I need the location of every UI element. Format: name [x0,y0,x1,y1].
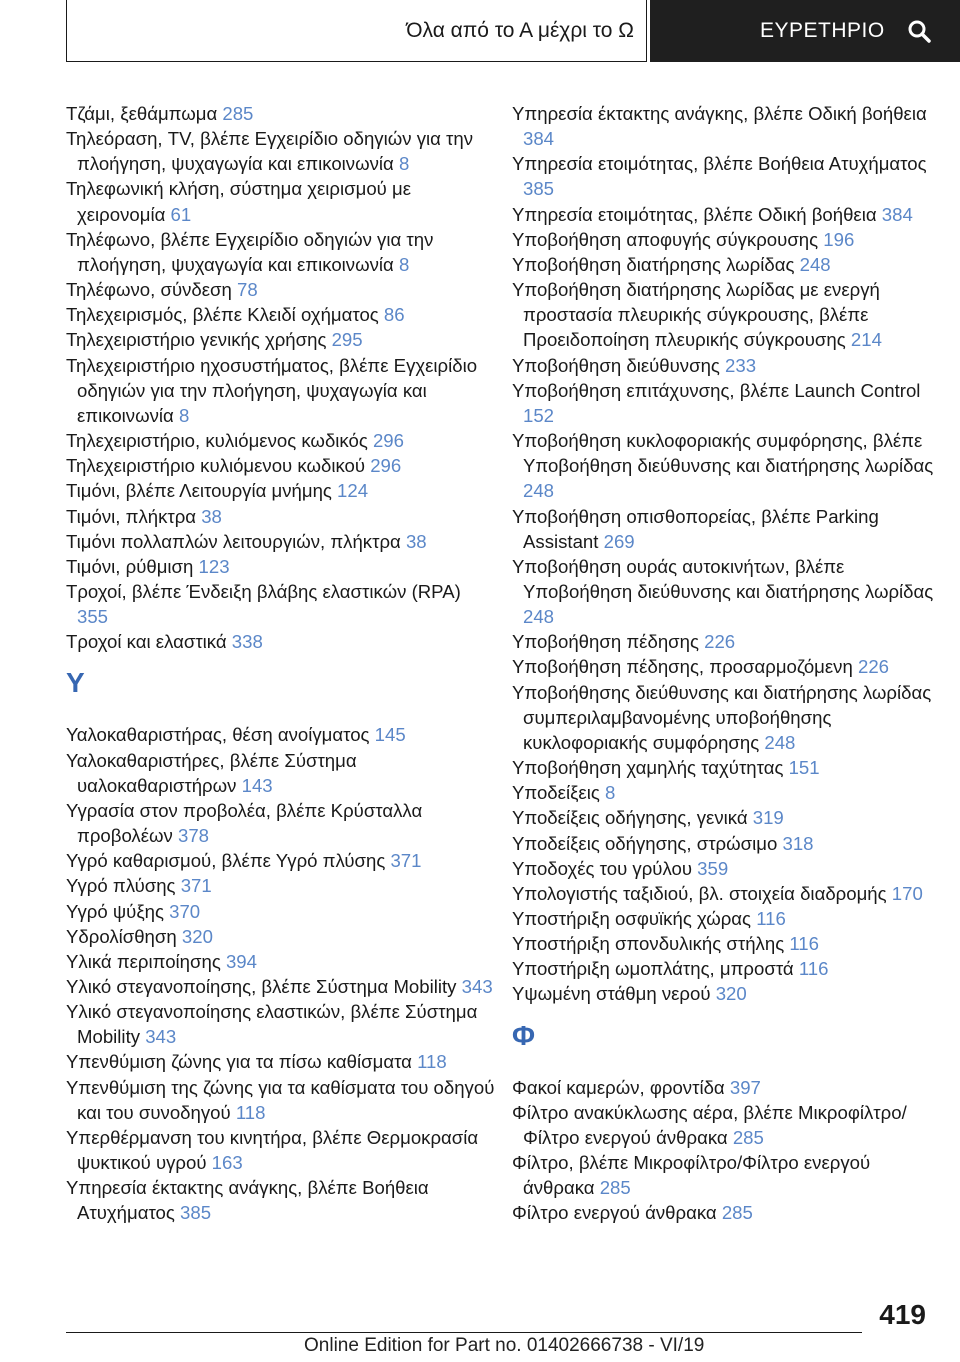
page-reference-link[interactable]: 123 [198,555,230,577]
index-entry [66,748,496,798]
page-reference-link[interactable]: 152 [523,404,555,426]
index-entry [512,1150,942,1200]
index-entry-text: Τηλεόραση, TV, βλέπε Εγχειρίδιο οδηγιών για την πλοήγηση, ψυχαγωγία και επικοινωνία [66,128,474,175]
page-number: 419 [879,1299,926,1330]
index-entry [66,722,496,747]
index-entry [66,1175,496,1225]
page-reference-link[interactable]: 385 [523,178,555,200]
page-reference-link[interactable]: 320 [181,925,213,947]
index-entry-text: Υπηρεσία έκτακτης ανάγκης, βλέπε Βοήθεια Ατυχήματος [66,1177,429,1224]
index-entry [512,1200,942,1225]
index-entry-text: Τζάμι, ξεθάμπωμα [66,103,223,124]
index-entry [512,428,942,503]
page-reference-link[interactable]: 338 [231,631,263,653]
page-reference-link[interactable]: 8 [178,404,190,426]
index-entry [66,101,496,126]
index-entry [66,327,496,352]
page-reference-link[interactable]: 116 [756,908,786,929]
page-reference-link[interactable]: 296 [370,455,402,477]
index-entry [512,1100,942,1150]
index-entry-text: Υγρό πλύσης [66,875,181,897]
index-entry [66,227,496,277]
index-entry [66,798,496,848]
index-entry-text: Υποβοήθηση χαμηλής ταχύτητας [512,757,789,779]
page-reference-link[interactable]: 371 [180,875,212,897]
page-reference-link[interactable]: 319 [752,807,784,829]
index-entry-text: Τηλέφωνο, σύνδεση [66,279,238,301]
index-column-left [66,101,496,1226]
page-reference-link[interactable]: 384 [523,128,555,150]
page-reference-link[interactable]: 269 [603,530,635,552]
index-entry [512,931,942,956]
page-reference-link[interactable]: 8 [604,782,616,804]
page-reference-link[interactable]: 343 [145,1026,177,1048]
index-entry [512,629,942,654]
index-entry [66,974,496,999]
index-entry-text: Υποβοήθηση επιτάχυνσης, βλέπε Launch Control [512,379,921,401]
page-reference-link[interactable]: 378 [178,825,210,847]
index-entry [66,629,496,654]
index-entry [512,1075,942,1100]
index-entry [512,227,942,252]
index-entry-text: Υπηρεσία έκτακτης ανάγκης, βλέπε Οδική βοήθεια [512,103,927,124]
index-entry-text: Φακοί καμερών, φροντίδα [512,1076,730,1098]
page-reference-link[interactable]: 226 [704,631,736,653]
index-entry [66,899,496,924]
index-entry-text: Υψωμένη στάθμη νερού [512,983,716,1005]
index-entry-text: Υαλοκαθαριστήρας, θέση ανοίγματος [66,724,375,746]
page-reference-link[interactable]: 384 [881,203,913,225]
index-entry-text: Υποβοήθηση πέδησης, προσαρμοζόμενη [512,656,858,678]
page-reference-link[interactable]: 118 [417,1051,447,1073]
index-entry-text: Υποστήριξη ωμοπλάτης, μπροστά [512,958,799,980]
index-entry [66,1049,496,1074]
page-reference-link[interactable]: 248 [523,606,555,628]
index-entry-text: Τιμόνι, ρύθμιση [66,555,199,577]
index-entry-text: Τηλεχειρισμός, βλέπε Κλειδί οχήματος [66,304,384,326]
index-entry [66,453,496,478]
page-reference-link[interactable]: 295 [331,329,363,351]
footer-edition: Online Edition for Part no. 01402666738 - VI/19 [304,1335,705,1356]
index-entry [66,353,496,428]
index-entry [66,126,496,176]
index-entry-text: Υπερθέρμανση του κινητήρα, βλέπε Θερμοκρασία ψυκτικού υγρού [66,1126,479,1174]
page-reference-link[interactable]: 343 [461,976,493,997]
index-tab[interactable] [650,0,960,62]
index-entry [512,202,942,227]
page-reference-link[interactable]: 163 [211,1152,243,1174]
page-reference-link[interactable]: 359 [697,857,729,879]
index-entry-text: Υποβοήθηση διατήρησης λωρίδας [512,253,800,275]
index-entry-text: Υγρασία στον προβολέα, βλέπε Κρύσταλλα προβολέων [66,799,423,847]
page-reference-link[interactable]: 61 [170,203,192,225]
index-entry-text: Υποβοήθηση πέδησης [512,631,705,653]
index-entry-text: Φίλτρο ανακύκλωσης αέρα, βλέπε Μικροφίλτρο/Φίλτρο ενεργού άνθρακα [512,1101,907,1148]
index-entry-text: Τηλεφωνική κλήση, σύστημα χειρισμού με χειρονομία [66,178,412,225]
page-reference-link[interactable]: 385 [180,1202,212,1224]
page-reference-link[interactable]: 371 [390,850,422,872]
index-entry [66,302,496,327]
index-entry [66,529,496,554]
page-reference-link[interactable]: 151 [788,757,820,779]
index-entry [66,478,496,503]
index-entry-text: Υποβοήθηση ουράς αυτοκινήτων, βλέπε Υποβοήθηση διεύθυνσης και διατήρησης λωρίδας [512,555,934,602]
index-entry-text: Τηλεχειριστήριο γενικής χρήσης [66,329,332,351]
index-entry [512,755,942,780]
section-letter: Υ [66,667,85,699]
index-entry-text: Υποστήριξη οσφυϊκής χώρας [512,908,757,929]
footer-divider [66,1332,862,1333]
index-entry [512,680,942,755]
index-entry [512,378,942,428]
index-entry [66,176,496,226]
index-entry-text: Υποβοήθηση κυκλοφοριακής συμφόρησης, βλέπε Υποβοήθηση διεύθυνσης και διατήρησης λωρίδας [512,430,934,477]
index-entry-text: Υπηρεσία ετοιμότητας, βλέπε Βοήθεια Ατυχήματος [512,153,927,175]
page-reference-link[interactable]: 285 [732,1126,764,1148]
index-entry-text: Υπενθύμιση της ζώνης για τα καθίσματα του οδηγού και του συνοδηγού [66,1076,495,1123]
page-reference-link[interactable]: 8 [398,153,410,175]
index-entry-text: Τηλέφωνο, βλέπε Εγχειρίδιο οδηγιών για την πλοήγηση, ψυχαγωγία και επικοινωνία [66,228,434,275]
index-entry-text: Υποδείξεις [512,782,605,804]
section-letter: Φ [512,1019,535,1051]
index-entry-text: Φίλτρο, βλέπε Μικροφίλτρο/Φίλτρο ενεργού άνθρακα [512,1152,871,1199]
index-entry-text: Υποδοχές του γρύλου [512,857,698,879]
index-entry [66,277,496,302]
index-entry [512,277,942,352]
index-entry [512,504,942,554]
page-reference-link[interactable]: 116 [789,933,819,955]
index-entry-text: Τηλεχειριστήριο, κυλιόμενος κωδικός [66,430,373,452]
index-entry-text: Υποστήριξη σπονδυλικής στήλης [512,933,790,955]
index-entry [512,805,942,830]
page-reference-link[interactable]: 145 [374,724,406,746]
index-entry-text: Υαλοκαθαριστήρες, βλέπε Σύστημα υαλοκαθαριστήρων [66,749,357,796]
index-entry [512,981,942,1006]
page-reference-link[interactable]: 318 [782,832,814,854]
page-reference-link[interactable]: 214 [850,329,882,351]
index-entry-text: Τιμόνι, πλήκτρα [66,505,202,527]
index-entry-text: Υγρό καθαρισμού, βλέπε Υγρό πλύσης [66,850,391,872]
page-header [0,0,960,64]
section-tab[interactable] [66,0,647,62]
index-entry [66,924,496,949]
index-entry [66,949,496,974]
index-tab-label: ΕΥΡΕΤΗΡΙΟ [760,19,885,42]
index-entry [512,906,942,931]
page-reference-link[interactable]: 226 [857,656,890,678]
index-entry [66,1075,496,1125]
index-entry-text: Τροχοί, βλέπε Ένδειξη βλάβης ελαστικών (RPA) [66,580,461,602]
index-entry-text: Υποβοήθηση διατήρησης λωρίδας με ενεργή προστασία πλευρικής σύγκρουσης, βλέπε Προειδοποίηση πλευρικής σύγκρουσης [512,279,880,351]
page-reference-link[interactable]: 285 [222,103,254,124]
page-reference-link[interactable]: 78 [237,279,258,301]
index-entry-text: Υπολογιστής ταξιδιού, βλ. στοιχεία διαδρομής [512,882,892,904]
index-entry [66,873,496,898]
page-reference-link[interactable]: 248 [523,480,555,502]
index-entry-text: Φίλτρο ενεργού άνθρακα [512,1202,722,1224]
page-reference-link[interactable]: 285 [599,1177,631,1199]
page-reference-link[interactable]: 355 [77,606,109,628]
index-entry-text: Υλικό στεγανοποίησης, βλέπε Σύστημα Mobility [66,976,462,997]
index-column-right [512,101,942,1226]
index-entry-text: Υποβοήθηση αποφυγής σύγκρουσης [512,228,824,250]
index-entry-text: Υποβοήθηση διεύθυνσης [512,354,726,376]
page-reference-link[interactable]: 370 [169,900,201,922]
index-entry-text: Τροχοί και ελαστικά [66,631,232,653]
index-entry [512,956,942,981]
page-reference-link[interactable]: 143 [241,774,273,796]
page-reference-link[interactable]: 196 [823,228,855,250]
index-entry [66,848,496,873]
index-entry-text: Υποβοήθηση οπισθοπορείας, βλέπε Parking Assistant [512,505,879,552]
page-reference-link[interactable]: 8 [398,253,410,275]
index-entry [512,780,942,805]
page-reference-link[interactable]: 116 [798,958,829,980]
index-entry-text: Τηλεχειριστήριο κυλιόμενου κωδικού [66,455,371,477]
index-entry-text: Υποδείξεις οδήγησης, γενικά [512,807,753,829]
page-reference-link[interactable]: 397 [729,1076,761,1098]
page-reference-link[interactable]: 394 [225,950,257,972]
index-entry-text: Τηλεχειριστήριο ηχοσυστήματος, βλέπε Εγχειρίδιο οδηγιών για την πλοήγηση, ψυχαγωγία και επικοινωνία [66,354,478,426]
index-entry [512,151,942,201]
index-entry-text: Υδρολίσθηση [66,925,182,947]
index-entry-text: Υλικό στεγανοποίησης ελαστικών, βλέπε Σύστημα Mobility [66,1001,478,1048]
index-entry [66,1125,496,1175]
index-entry [66,999,496,1049]
index-entry-text: Υλικά περιποίησης [66,950,226,972]
page-reference-link[interactable]: 170 [891,882,923,904]
index-entry-text: Τιμόνι πολλαπλών λειτουργιών, πλήκτρα [66,530,406,552]
index-entry-text: Υπενθύμιση ζώνης για τα πίσω καθίσματα [66,1051,418,1073]
index-entry [512,856,942,881]
index-entry [512,101,942,151]
index-entry [66,579,496,629]
index-entry [512,252,942,277]
page-reference-link[interactable]: 320 [715,983,747,1005]
index-entry [66,504,496,529]
page-reference-link[interactable]: 285 [721,1202,753,1224]
page-reference-link[interactable]: 86 [383,304,405,326]
index-entry [512,654,942,679]
index-entry [512,881,942,906]
page-reference-link[interactable]: 38 [405,530,427,552]
index-entry [512,554,942,629]
index-entry-text: Υγρό ψύξης [66,900,170,922]
search-icon[interactable] [907,19,931,43]
index-entry-text: Υποδείξεις οδήγησης, στρώσιμο [512,832,783,854]
page-reference-link[interactable]: 248 [764,731,796,753]
page-reference-link[interactable]: 124 [337,480,369,502]
page-reference-link[interactable]: 248 [799,253,831,275]
section-tab-label: Όλα από το Α μέχρι το Ω [406,18,634,42]
page-reference-link[interactable]: 38 [201,505,222,527]
index-entry-text: Τιμόνι, βλέπε Λειτουργία μνήμης [66,480,338,502]
index-entry-text: Υποβοήθησης διεύθυνσης και διατήρησης λωρίδας συμπεριλαμβανομένης υποβοήθησης κυκλοφοριακής συμφόρησης [512,681,932,753]
page-reference-link[interactable]: 233 [725,354,757,376]
index-entry [66,428,496,453]
page-reference-link[interactable]: 118 [235,1101,266,1123]
index-entry [512,831,942,856]
index-entry [512,353,942,378]
index-entry-text: Υπηρεσία ετοιμότητας, βλέπε Οδική βοήθεια [512,203,882,225]
index-entry [66,554,496,579]
page-reference-link[interactable]: 296 [372,430,404,452]
